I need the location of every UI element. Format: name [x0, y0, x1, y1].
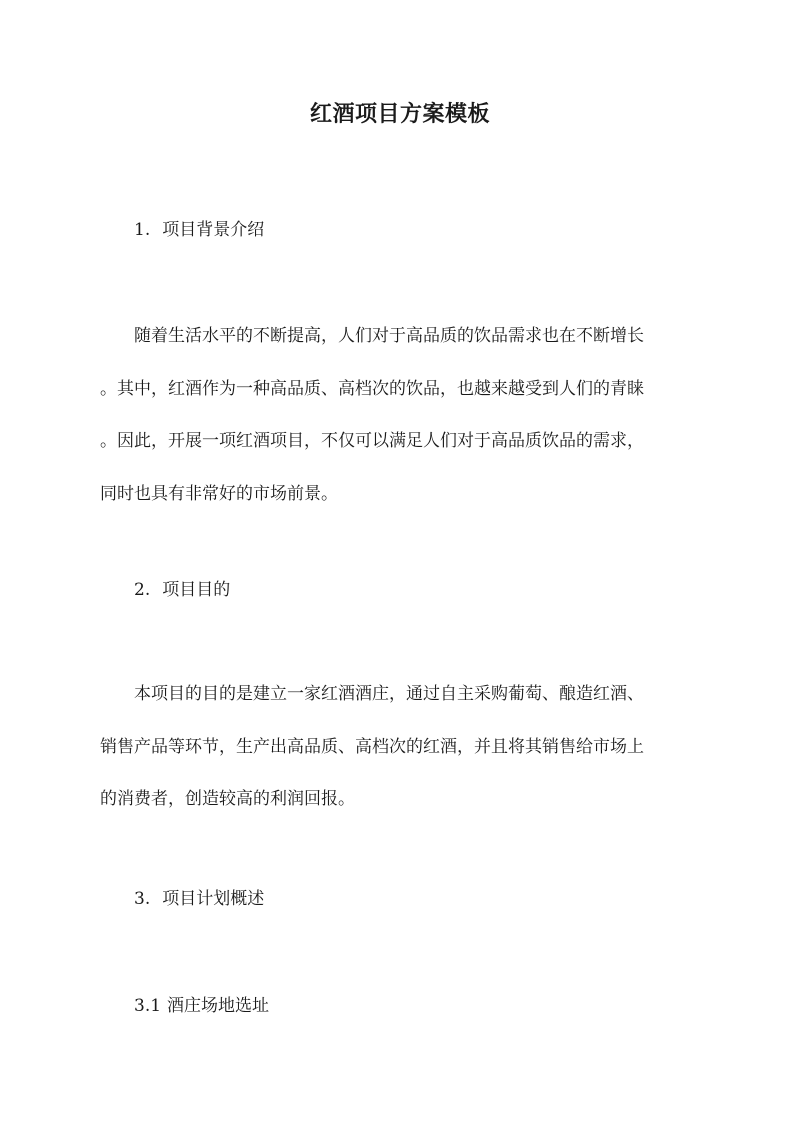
paragraph-line: 销售产品等环节，生产出高品质、高档次的红酒，并且将其销售给市场上 — [100, 736, 644, 757]
section-title: 项目目的 — [162, 580, 231, 600]
section-heading-2 — [134, 576, 230, 604]
section-paragraph-1 — [100, 310, 700, 520]
section-heading-3 — [134, 885, 264, 913]
document-title: 红酒项目方案模板 — [309, 101, 490, 127]
section-title: 酒庄场地选址 — [167, 996, 270, 1016]
section-heading-1 — [134, 216, 264, 244]
section-title: 项目计划概述 — [162, 889, 265, 909]
section-paragraph-2 — [100, 668, 700, 826]
paragraph-line: 同时也具有非常好的市场前景。 — [100, 483, 338, 504]
section-number: 3. — [134, 889, 151, 909]
paragraph-line: 。因此，开展一项红酒项目，不仅可以满足人们对于高品质饮品的需求， — [100, 431, 644, 451]
section-number: 1. — [134, 220, 151, 240]
section-heading-3-1 — [134, 992, 269, 1020]
paragraph-line: 随着生活水平的不断提高，人们对于高品质的饮品需求也在不断增长 — [134, 326, 644, 346]
section-number: 2. — [134, 580, 151, 600]
paragraph-line: 。其中，红酒作为一种高品质、高档次的饮品，也越来越受到人们的青睐 — [100, 378, 644, 399]
paragraph-line: 的消费者，创造较高的利润回报。 — [100, 789, 355, 809]
section-title: 项目背景介绍 — [162, 220, 265, 240]
section-number: 3.1 — [134, 996, 162, 1016]
paragraph-line: 本项目的目的是建立一家红酒酒庄，通过自主采购葡萄、酿造红酒、 — [134, 684, 644, 704]
